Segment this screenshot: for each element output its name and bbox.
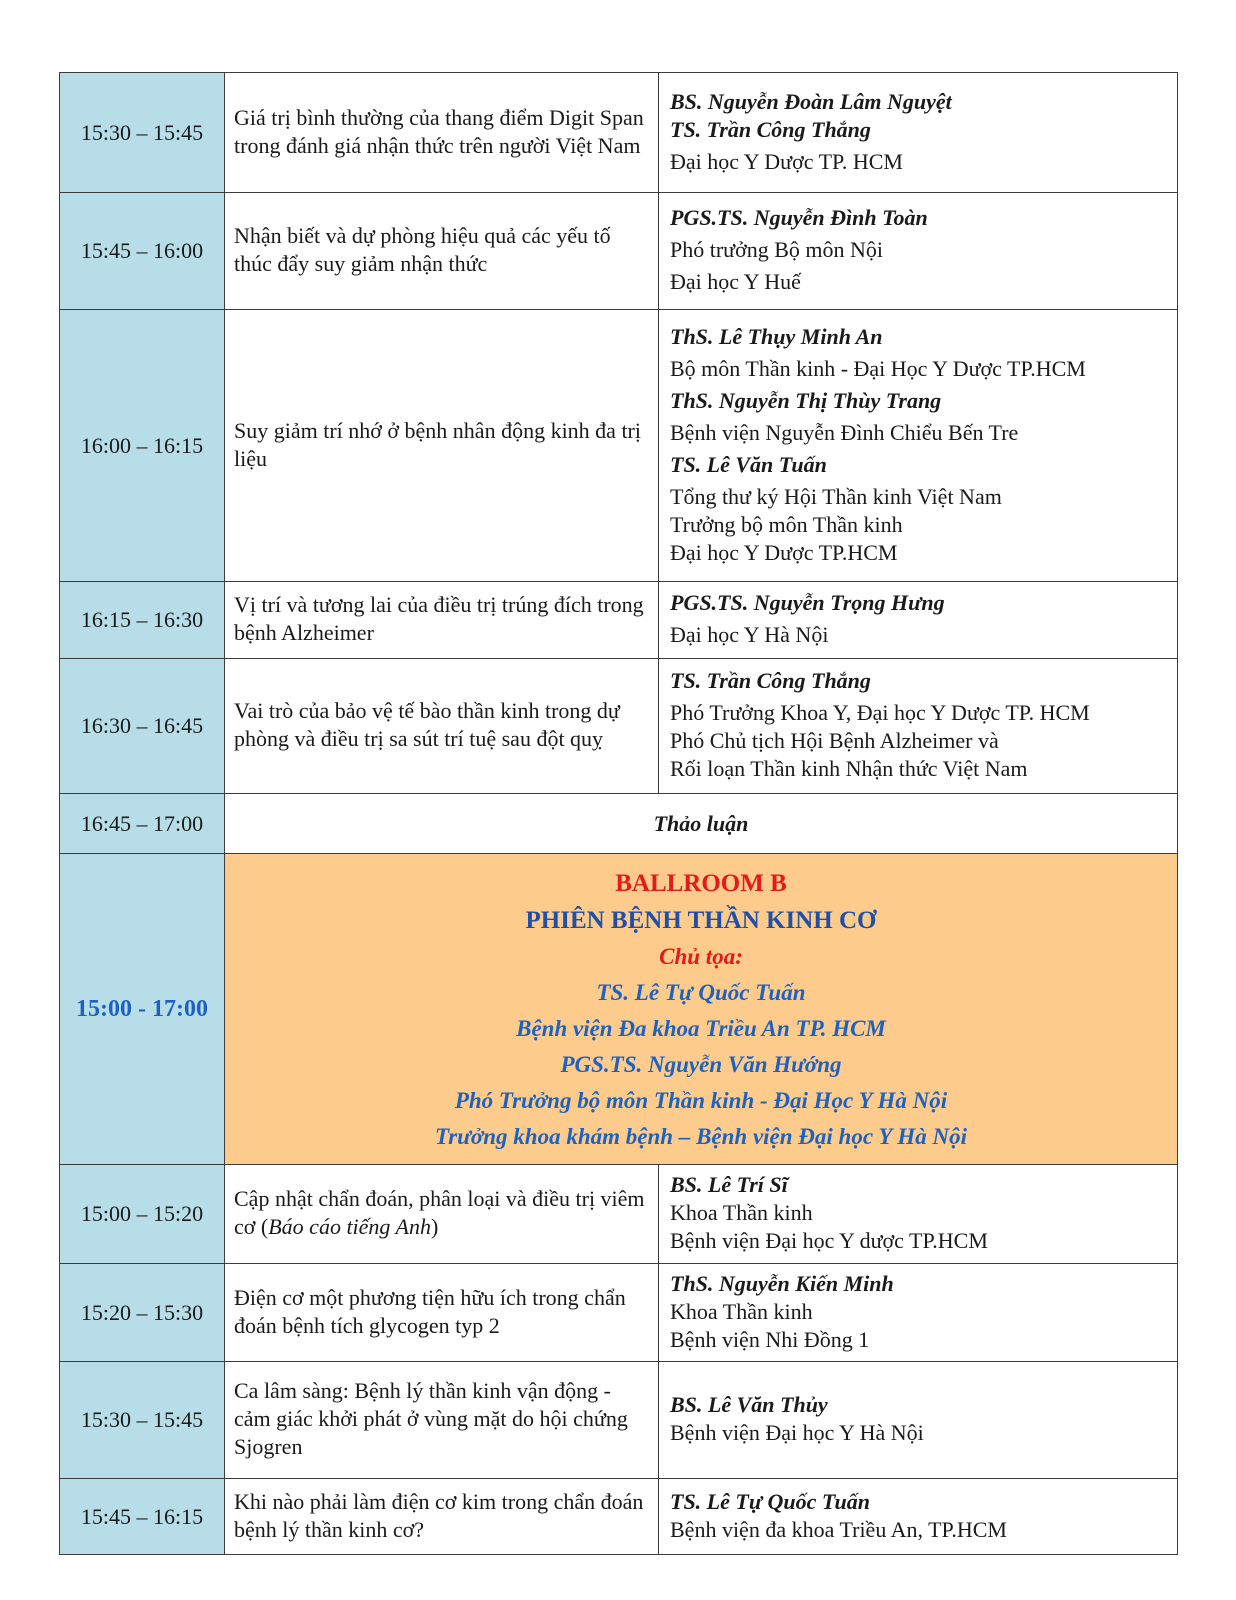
speaker-cell [659, 73, 1178, 193]
speaker-cell [659, 310, 1178, 582]
time-cell: 16:30 – 16:45 [60, 659, 225, 794]
topic-cell [225, 1165, 659, 1264]
topic-cell: Giá trị bình thường của thang điểm Digit Span trong đánh giá nhận thức trên người Việt Nam [225, 73, 659, 193]
session-header-row [60, 854, 1178, 1165]
table-row [60, 1165, 1178, 1264]
speaker-name: TS. Lê Văn Tuấn [670, 451, 827, 477]
time-cell: 15:30 – 15:45 [60, 73, 225, 193]
topic-cell: Suy giảm trí nhớ ở bệnh nhân động kinh đa trị liệu [225, 310, 659, 582]
time-cell: 15:20 – 15:30 [60, 1264, 225, 1362]
table-row [60, 310, 1178, 582]
speaker-name: TS. Trần Công Thắng [670, 668, 871, 693]
speaker-name: ThS. Nguyễn Thị Thùy Trang [670, 387, 942, 413]
topic-cell: Nhận biết và dự phòng hiệu quả các yếu tố thúc đẩy suy giảm nhận thức [225, 193, 659, 310]
speaker-affiliation: Bệnh viện Đại học Y Hà Nội [670, 1420, 924, 1445]
topic-note: Báo cáo tiếng Anh [268, 1214, 431, 1239]
speaker-name: TS. Trần Công Thắng [670, 116, 871, 142]
speaker-affiliation: Phó Trưởng Khoa Y, Đại học Y Dược TP. HCM [670, 700, 1090, 725]
topic-text-end: ) [430, 1214, 439, 1239]
speaker-cell [659, 1264, 1178, 1362]
speaker-name: BS. Nguyễn Đoàn Lâm Nguyệt [670, 88, 952, 114]
time-cell: 16:45 – 17:00 [60, 794, 225, 854]
topic-cell: Vai trò của bảo vệ tế bào thần kinh trong dự phòng và điều trị sa sút trí tuệ sau đột quỵ [225, 659, 659, 794]
table-row [60, 794, 1178, 854]
session-header [225, 854, 1178, 1165]
speaker-cell [659, 1362, 1178, 1479]
speaker-name: TS. Lê Tự Quốc Tuấn [670, 1488, 870, 1514]
chair-line: Trưởng khoa khám bệnh – Bệnh viện Đại học Y Hà Nội [435, 1124, 967, 1149]
speaker-cell [659, 659, 1178, 794]
speaker-affiliation: Bệnh viện Nhi Đồng 1 [670, 1326, 870, 1352]
speaker-cell [659, 1479, 1178, 1555]
chair-line: TS. Lê Tự Quốc Tuấn [596, 980, 806, 1005]
chair-line: Bệnh viện Đa khoa Triều An TP. HCM [516, 1016, 886, 1041]
speaker-affiliation: Bệnh viện Nguyễn Đình Chiểu Bến Tre [670, 419, 1019, 445]
time-cell: 15:45 – 16:15 [60, 1479, 225, 1555]
speaker-name: ThS. Nguyễn Kiến Minh [670, 1270, 894, 1296]
speaker-name: PGS.TS. Nguyễn Trọng Hưng [670, 590, 945, 615]
discussion-label: Thảo luận [225, 794, 1178, 854]
table-row [60, 1264, 1178, 1362]
schedule-table [59, 72, 1178, 1555]
time-cell: 15:00 – 15:20 [60, 1165, 225, 1264]
time-cell: 15:30 – 15:45 [60, 1362, 225, 1479]
table-row [60, 1362, 1178, 1479]
time-cell: 15:45 – 16:00 [60, 193, 225, 310]
speaker-name: PGS.TS. Nguyễn Đình Toàn [670, 205, 928, 230]
speaker-affiliation: Bệnh viện Đại học Y dược TP.HCM [670, 1228, 988, 1253]
speaker-cell [659, 582, 1178, 659]
speaker-affiliation: Phó trưởng Bộ môn Nội [670, 237, 884, 262]
speaker-affiliation: Đại học Y Hà Nội [670, 622, 829, 647]
speaker-cell [659, 193, 1178, 310]
table-row [60, 73, 1178, 193]
speaker-affiliation: Tổng thư ký Hội Thần kinh Việt Nam [670, 483, 1002, 509]
speaker-affiliation: Đại học Y Dược TP.HCM [670, 539, 898, 565]
speaker-affiliation: Khoa Thần kinh [670, 1200, 813, 1225]
topic-cell: Ca lâm sàng: Bệnh lý thần kinh vận động - cảm giác khởi phát ở vùng mặt do hội chứng Sjogren [225, 1362, 659, 1479]
chair-line: Phó Trưởng bộ môn Thần kinh - Đại Học Y Hà Nội [454, 1088, 948, 1113]
table-row [60, 582, 1178, 659]
session-room: BALLROOM B [615, 870, 787, 897]
session-time: 15:00 - 17:00 [60, 854, 225, 1165]
table-row [60, 1479, 1178, 1555]
speaker-affiliation: Khoa Thần kinh [670, 1298, 813, 1324]
speaker-affiliation: Bệnh viện đa khoa Triều An, TP.HCM [670, 1516, 1007, 1542]
topic-cell: Vị trí và tương lai của điều trị trúng đích trong bệnh Alzheimer [225, 582, 659, 659]
speaker-affiliation: Rối loạn Thần kinh Nhận thức Việt Nam [670, 756, 1028, 781]
table-row [60, 659, 1178, 794]
speaker-affiliation: Bộ môn Thần kinh - Đại Học Y Dược TP.HCM [670, 355, 1086, 381]
chair-line: PGS.TS. Nguyễn Văn Hướng [560, 1052, 842, 1077]
chair-label: Chủ tọa: [659, 944, 743, 969]
time-cell: 16:15 – 16:30 [60, 582, 225, 659]
speaker-name: ThS. Lê Thụy Minh An [670, 323, 883, 349]
session-title: PHIÊN BỆNH THẦN KINH CƠ [525, 907, 877, 934]
speaker-cell [659, 1165, 1178, 1264]
speaker-affiliation: Phó Chủ tịch Hội Bệnh Alzheimer và [670, 728, 999, 753]
time-cell: 16:00 – 16:15 [60, 310, 225, 582]
speaker-affiliation: Đại học Y Dược TP. HCM [670, 148, 903, 174]
speaker-affiliation: Trưởng bộ môn Thần kinh [670, 511, 903, 537]
speaker-affiliation: Đại học Y Huế [670, 269, 801, 294]
topic-text: Cập nhật chẩn đoán, phân loại và điều trị viêm cơ ( [234, 1186, 645, 1239]
speaker-name: BS. Lê Trí Sĩ [670, 1172, 788, 1197]
topic-cell: Khi nào phải làm điện cơ kim trong chẩn đoán bệnh lý thần kinh cơ? [225, 1479, 659, 1555]
topic-cell: Điện cơ một phương tiện hữu ích trong chẩn đoán bệnh tích glycogen typ 2 [225, 1264, 659, 1362]
table-row [60, 193, 1178, 310]
speaker-name: BS. Lê Văn Thủy [670, 1392, 828, 1417]
